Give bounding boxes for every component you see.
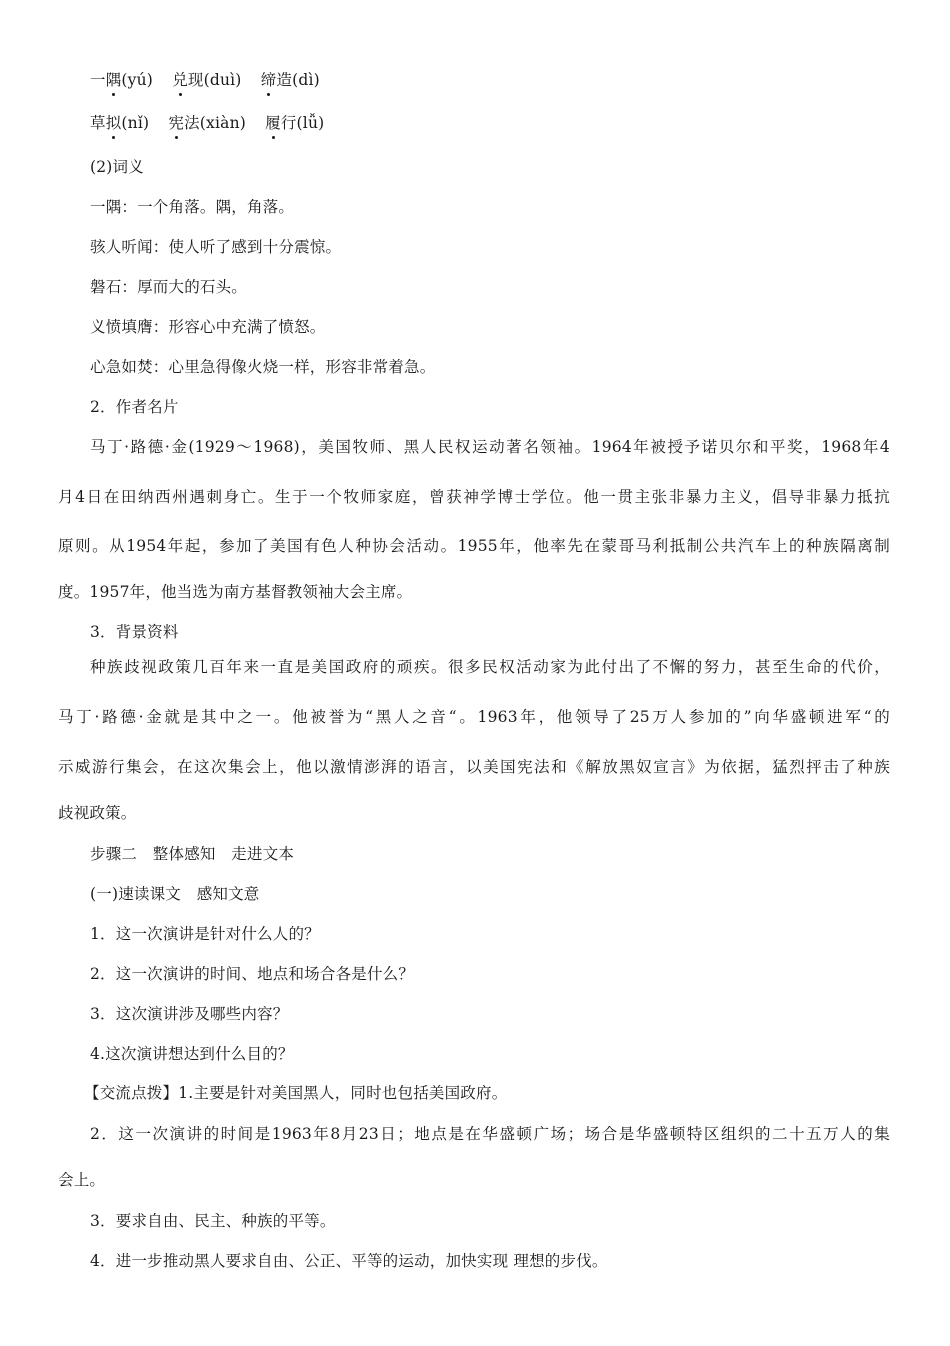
pinyin-item: 兑现(duì) xyxy=(172,71,242,89)
emphasis-dot-char: 隅 xyxy=(105,71,122,89)
answer-4: 4．进一步推动黑人要求自由、公正、平等的运动，加快实现 理想的步伐。 xyxy=(90,1252,608,1270)
background-paragraph-cont xyxy=(58,757,890,777)
step-heading: 步骤二 整体感知 走进文本 xyxy=(90,845,295,863)
paragraph-line: 马丁·路德·金(1929～1968)，美国牧师、黑人民权运动著名领袖。1964年被授予诺贝尔和平奖，1968年4 xyxy=(90,438,890,456)
pinyin-item: 一隅(yú) xyxy=(90,71,154,89)
paragraph-line: 2．这一次演讲的时间是1963年8月23日；地点是在华盛顿广场；场合是华盛顿特区组织的二十五万人的集 xyxy=(90,1125,890,1143)
answer-2 xyxy=(90,1124,890,1144)
answer-2-cont xyxy=(58,1170,890,1190)
emphasis-dot-char: 履 xyxy=(265,114,281,132)
author-paragraph-cont xyxy=(58,536,890,556)
emphasis-dot-char: 宪 xyxy=(168,114,185,132)
answer-1: 【交流点拨】1.主要是针对美国黑人，同时也包括美国政府。 xyxy=(84,1084,508,1102)
author-paragraph-cont xyxy=(58,582,890,602)
paragraph-line: 种族歧视政策几百年来一直是美国政府的顽疾。很多民权活动家为此付出了不懈的努力，甚至生命的代价， xyxy=(90,658,890,676)
sub-heading: (一)速读课文 感知文意 xyxy=(90,885,260,903)
paragraph-line: 马丁·路德·金就是其中之一。他被誉为“黑人之音“。1963年，他领导了25万人参加的”向华盛顿进军“的 xyxy=(58,708,890,726)
vocab-item: 义愤填膺：形容心中充满了愤怒。 xyxy=(90,318,326,336)
background-paragraph-cont xyxy=(58,707,890,727)
paragraph-line: 月4日在田纳西州遇刺身亡。生于一个牧师家庭，曾获神学博士学位。他一贯主张非暴力主义，倡导非暴力抵抗 xyxy=(58,488,890,506)
paragraph-line: 度。1957年，他当选为南方基督教领袖大会主席。 xyxy=(58,583,413,601)
pinyin-row-1 xyxy=(90,70,334,90)
emphasis-dot-char: 拟 xyxy=(105,114,122,132)
pinyin-item: 缔造(dì) xyxy=(260,71,320,89)
paragraph-line: 原则。从1954年起，参加了美国有色人种协会活动。1955年，他率先在蒙哥马利抵制公共汽车上的种族隔离制 xyxy=(58,537,890,555)
background-paragraph xyxy=(90,657,890,677)
question-item: 2．这一次演讲的时间、地点和场合各是什么？ xyxy=(90,965,415,983)
author-heading: 2．作者名片 xyxy=(90,398,179,416)
vocab-item: 骇人听闻：使人听了感到十分震惊。 xyxy=(90,238,342,256)
paragraph-line: 示威游行集会，在这次集会上，他以激情澎湃的语言，以美国宪法和《解放黑奴宣言》为依据，猛烈抨击了种族 xyxy=(58,758,890,776)
vocab-item: 心急如焚：心里急得像火烧一样，形容非常着急。 xyxy=(90,358,436,376)
vocab-heading: (2)词义 xyxy=(90,158,144,176)
question-item: 1．这一次演讲是针对什么人的？ xyxy=(90,925,320,943)
emphasis-dot-char: 兑 xyxy=(172,71,188,89)
vocab-item: 磐石：厚而大的石头。 xyxy=(90,278,248,296)
pinyin-item: 宪法(xiàn) xyxy=(168,114,247,132)
background-paragraph-cont xyxy=(58,803,890,823)
pinyin-row-2 xyxy=(90,113,338,133)
question-item: 4.这次演讲想达到什么目的？ xyxy=(90,1045,294,1063)
pinyin-item: 草拟(nǐ) xyxy=(90,114,150,132)
author-paragraph-cont xyxy=(58,487,890,507)
paragraph-line: 会上。 xyxy=(58,1171,106,1189)
answer-3: 3．要求自由、民主、种族的平等。 xyxy=(90,1212,336,1230)
question-item: 3．这次演讲涉及哪些内容？ xyxy=(90,1005,289,1023)
background-heading: 3．背景资料 xyxy=(90,623,179,641)
emphasis-dot-char: 缔 xyxy=(260,71,277,89)
author-paragraph xyxy=(90,437,890,457)
paragraph-line: 歧视政策。 xyxy=(58,804,137,822)
answer-tag: 【交流点拨】 xyxy=(84,1084,179,1102)
vocab-item: 一隅：一个角落。隅，角落。 xyxy=(90,198,295,216)
pinyin-item: 履行(lǚ) xyxy=(265,114,325,132)
